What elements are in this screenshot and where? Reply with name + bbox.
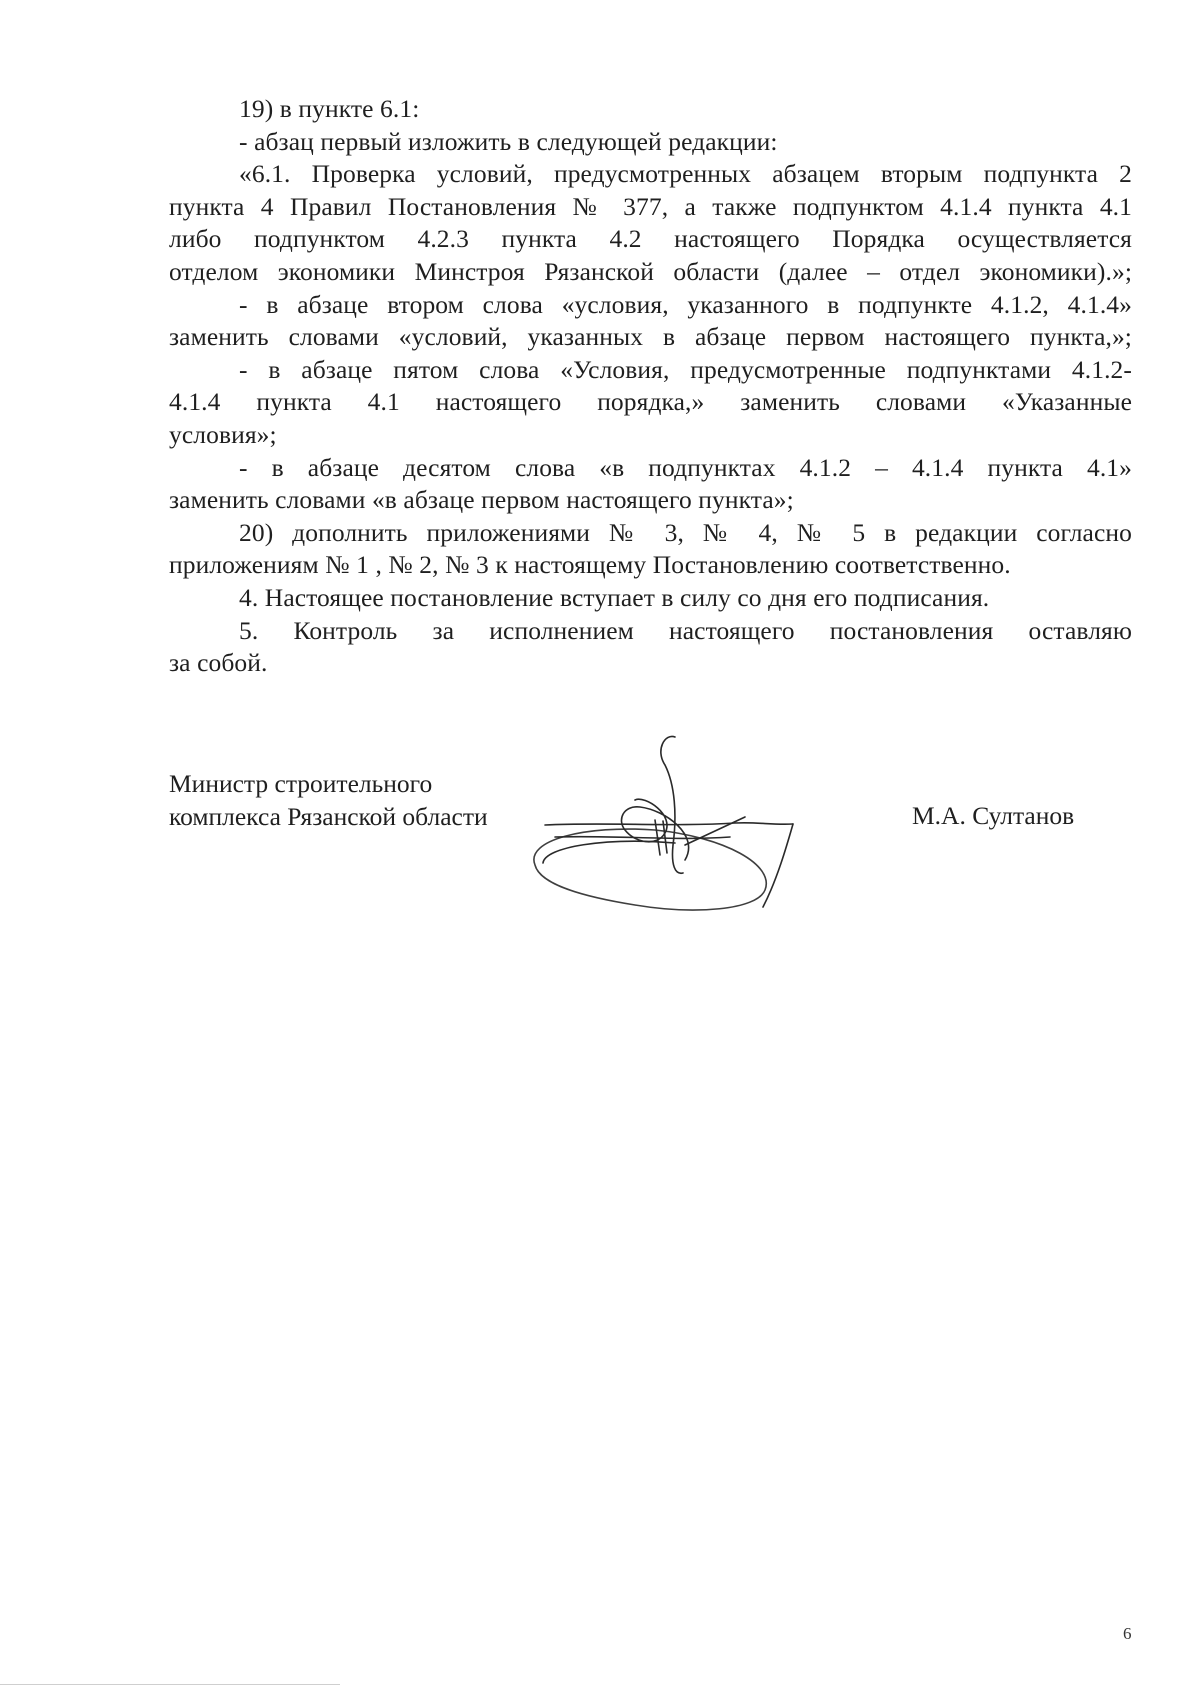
quoted-paragraph-line: «6.1. Проверка условий, предусмотренных абзацем вторым подпункта 2	[239, 159, 1132, 189]
paragraph-fifth-abzac-line: - в абзаце пятом слова «Условия, предусмотренные подпунктами 4.1.2-	[239, 354, 1132, 384]
paragraph-tenth-abzac-line: заменить словами «в абзаце первом настоящего пункта»;	[169, 485, 794, 515]
paragraph-19-instruction: - абзац первый изложить в следующей редакции:	[239, 126, 778, 156]
scan-edge-line	[0, 1684, 340, 1685]
document-body	[169, 93, 1132, 680]
quoted-paragraph-line: либо подпунктом 4.2.3 пункта 4.2 настоящего Порядка осуществляется	[169, 224, 1132, 254]
quoted-paragraph-line: пункта 4 Правил Постановления № 377, а также подпунктом 4.1.4 пункта 4.1	[169, 191, 1132, 221]
handwritten-signature	[525, 725, 855, 940]
paragraph-19-heading: 19) в пункте 6.1:	[239, 94, 420, 123]
page-number: 6	[1123, 1624, 1132, 1643]
quoted-paragraph-line: отделом экономики Минстроя Рязанской области (далее – отдел экономики).»;	[169, 256, 1132, 286]
signatory-position-line: Министр строительного	[169, 769, 433, 798]
paragraph-fifth-abzac-line: условия»;	[169, 419, 277, 449]
paragraph-second-abzac-line: заменить словами «условий, указанных в абзаце первом настоящего пункта,»;	[169, 322, 1132, 352]
paragraph-second-abzac-line: - в абзаце втором слова «условия, указанного в подпункте 4.1.2, 4.1.4»	[239, 289, 1132, 319]
clause-5-line: 5. Контроль за исполнением настоящего постановления оставляю	[239, 615, 1132, 645]
signatory-position	[169, 768, 488, 833]
paragraph-fifth-abzac-line: 4.1.4 пункта 4.1 настоящего порядка,» заменить словами «Указанные	[169, 387, 1132, 417]
paragraph-20-line: 20) дополнить приложениями № 3, № 4, № 5 в редакции согласно	[239, 517, 1132, 547]
clause-4: 4. Настоящее постановление вступает в силу со дня его подписания.	[239, 582, 990, 612]
paragraph-tenth-abzac-line: - в абзаце десятом слова «в подпунктах 4.1.2 – 4.1.4 пункта 4.1»	[239, 452, 1132, 482]
signatory-position-line: комплекса Рязанской области	[169, 801, 488, 831]
paragraph-20-line: приложениям № 1 , № 2, № 3 к настоящему Постановлению соответственно.	[169, 550, 1011, 580]
signatory-name: М.А. Султанов	[912, 801, 1075, 830]
clause-5-line: за собой.	[169, 648, 268, 678]
